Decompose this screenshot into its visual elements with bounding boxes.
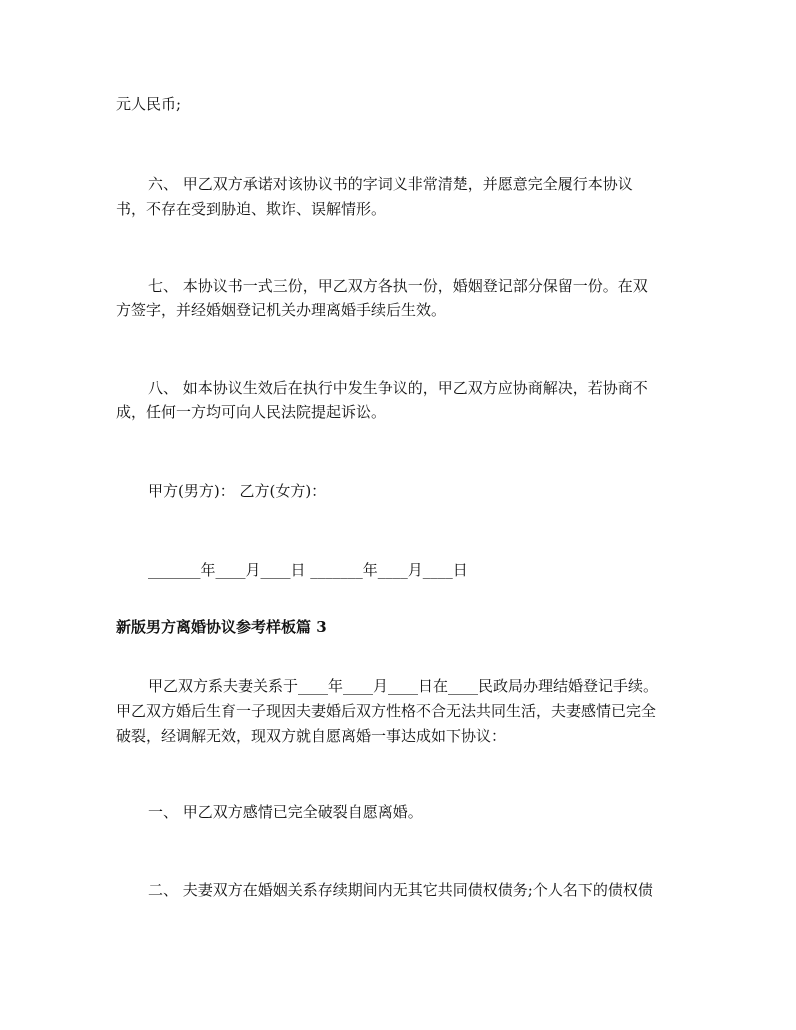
- clause-2-line-1: 二、 夫妻双方在婚姻关系存续期间内无其它共同债权债务;个人名下的债权债: [148, 881, 653, 899]
- text-line: 元人民币;: [116, 95, 182, 113]
- clause-8-line-2: 成，任何一方均可向人民法院提起诉讼。: [116, 403, 387, 421]
- section-heading: 新版男方离婚协议参考样板篇 3: [116, 618, 327, 636]
- signature-parties: 甲方(男方)： 乙方(女方)：: [148, 482, 327, 500]
- clause-6-line-1: 六、 甲乙双方承诺对该协议书的字词义非常清楚，并愿意完全履行本协议: [148, 175, 633, 193]
- clause-7-line-1: 七、 本协议书一式三份，甲乙双方各执一份，婚姻登记部分保留一份。在双: [148, 277, 648, 295]
- intro-line-1: 甲乙双方系夫妻关系于____年____月____日在____民政局办理结婚登记手续。: [148, 677, 659, 695]
- signature-dates: _______年____月____日 _______年____月____日: [148, 561, 468, 579]
- clause-8-line-1: 八、 如本协议生效后在执行中发生争议的，甲乙双方应协商解决，若协商不: [148, 379, 648, 397]
- clause-1-line-1: 一、 甲乙双方感情已完全破裂自愿离婚。: [148, 803, 423, 821]
- intro-line-2: 甲乙双方婚后生育一子现因夫妻婚后双方性格不合无法共同生活，夫妻感情已完全: [116, 702, 657, 720]
- intro-line-3: 破裂，经调解无效，现双方就自愿离婚一事达成如下协议：: [116, 727, 507, 745]
- clause-7-line-2: 方签字，并经婚姻登记机关办理离婚手续后生效。: [116, 301, 447, 319]
- clause-6-line-2: 书，不存在受到胁迫、欺诈、误解情形。: [116, 200, 387, 218]
